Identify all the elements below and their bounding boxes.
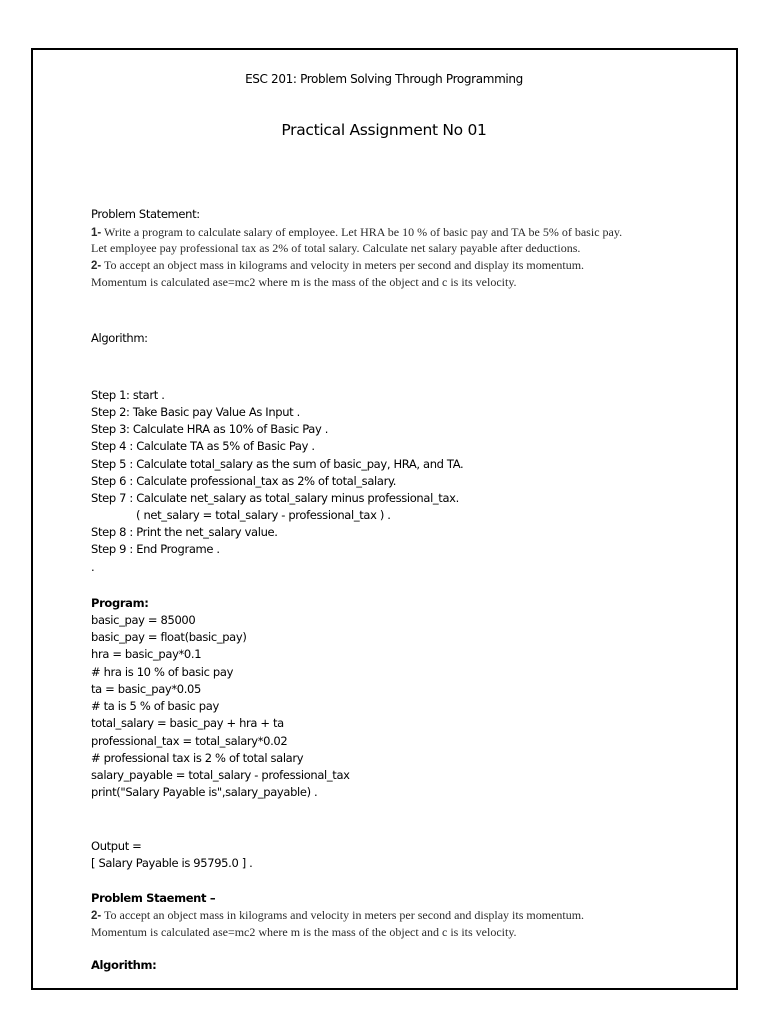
problem-1-number: 1-: [91, 227, 102, 239]
algorithm-step: Step 9 : End Programe .: [91, 542, 220, 556]
algorithm-step-formula: ( net_salary = total_salary - professional_tax ) .: [136, 508, 391, 522]
assignment-title: Practical Assignment No 01: [281, 121, 487, 139]
algorithm-heading: Algorithm:: [91, 331, 148, 345]
problem-2b-text: To accept an object mass in kilograms and velocity in meters per second and display its momentum.: [101, 908, 585, 922]
course-title: ESC 201: Problem Solving Through Programming: [245, 72, 523, 86]
problem-2-text: To accept an object mass in kilograms and velocity in meters per second and display its momentum.: [101, 258, 585, 272]
code-line: basic_pay = 85000: [91, 613, 196, 627]
problem-1-text: Write a program to calculate salary of employee. Let HRA be 10 % of basic pay and TA be 5% of basic pay.: [101, 225, 623, 239]
problem-statement-heading: Problem Statement:: [91, 207, 200, 221]
problem-2b-line-1: [91, 907, 584, 924]
code-line: basic_pay = float(basic_pay): [91, 630, 247, 644]
problem-2-heading: Problem Staement –: [91, 891, 216, 905]
code-line: hra = basic_pay*0.1: [91, 647, 202, 661]
problem-2b-line-2: Momentum is calculated ase=mc2 where m is the mass of the object and c is its velocity.: [91, 925, 517, 939]
code-comment: # professional tax is 2 % of total salary: [91, 751, 304, 765]
problem-2-line-1: [91, 257, 584, 274]
algorithm-step: Step 3: Calculate HRA as 10% of Basic Pay .: [91, 422, 329, 436]
algorithm-end-dot: .: [91, 560, 95, 574]
output-label: Output =: [91, 839, 142, 853]
problem-2-number: 2-: [91, 260, 102, 272]
code-line: professional_tax = total_salary*0.02: [91, 734, 288, 748]
code-line: print("Salary Payable is",salary_payable) .: [91, 785, 318, 799]
code-line: total_salary = basic_pay + hra + ta: [91, 716, 284, 730]
algorithm-step: Step 8 : Print the net_salary value.: [91, 525, 278, 539]
code-comment: # ta is 5 % of basic pay: [91, 699, 219, 713]
algorithm-step: Step 7 : Calculate net_salary as total_salary minus professional_tax.: [91, 491, 459, 505]
output-value: [ Salary Payable is 95795.0 ] .: [91, 856, 253, 870]
problem-2b-number: 2-: [91, 910, 102, 922]
code-comment: # hra is 10 % of basic pay: [91, 665, 234, 679]
algorithm-step: Step 1: start .: [91, 388, 165, 402]
problem-1-line-1: [91, 224, 622, 241]
algorithm-step: Step 2: Take Basic pay Value As Input .: [91, 405, 300, 419]
code-line: ta = basic_pay*0.05: [91, 682, 201, 696]
algorithm-step: Step 5 : Calculate total_salary as the sum of basic_pay, HRA, and TA.: [91, 457, 464, 471]
algorithm-step: Step 6 : Calculate professional_tax as 2% of total_salary.: [91, 474, 397, 488]
algorithm-2-heading: Algorithm:: [91, 958, 157, 972]
problem-1-line-2: Let employee pay professional tax as 2% of total salary. Calculate net salary payable after deductions.: [91, 241, 581, 255]
algorithm-step: Step 4 : Calculate TA as 5% of Basic Pay .: [91, 439, 315, 453]
problem-2-line-2: Momentum is calculated ase=mc2 where m is the mass of the object and c is its velocity.: [91, 275, 517, 289]
program-heading: Program:: [91, 596, 149, 610]
code-line: salary_payable = total_salary - professional_tax: [91, 768, 350, 782]
